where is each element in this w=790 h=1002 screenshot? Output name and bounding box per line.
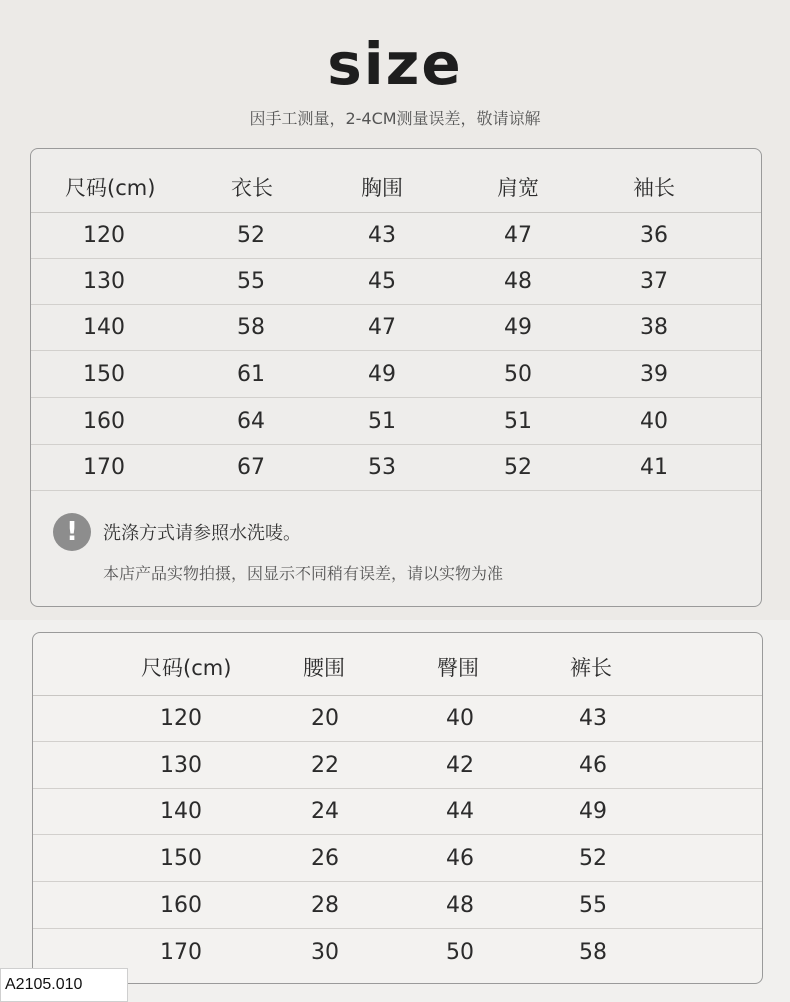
column-header: 尺码(cm) [65, 175, 156, 200]
table-cell: 58 [579, 939, 607, 965]
measurement-disclaimer: 因手工测量，2-4CM测量误差，敬请谅解 [249, 109, 541, 128]
table-cell: 140 [160, 799, 202, 824]
table-cell: 52 [579, 846, 607, 871]
product-code-label: A2105.010 [0, 968, 128, 1002]
exclamation-icon: ! [53, 513, 91, 551]
column-header: 臀围 [437, 656, 479, 680]
table-cell: 45 [368, 269, 396, 294]
table-cell: 53 [368, 455, 396, 480]
column-header: 衣长 [231, 175, 273, 200]
table-row [31, 399, 761, 445]
table-header-row [33, 639, 762, 696]
table-cell: 170 [83, 455, 125, 480]
table-cell: 30 [311, 939, 339, 965]
table-cell: 50 [504, 362, 532, 387]
table-cell: 37 [640, 269, 668, 294]
table-cell: 120 [160, 706, 202, 731]
table-row [33, 789, 762, 835]
column-header: 尺码(cm) [141, 656, 232, 680]
table-cell: 120 [83, 223, 125, 248]
table-row [33, 836, 762, 882]
table-cell: 40 [640, 409, 668, 434]
column-header: 胸围 [361, 175, 403, 200]
table-cell: 38 [640, 315, 668, 340]
table-cell: 58 [237, 315, 265, 340]
table-cell: 52 [504, 455, 532, 480]
table-cell: 67 [237, 455, 265, 480]
table-cell: 160 [160, 893, 202, 918]
care-notice [51, 511, 741, 591]
table-row [33, 743, 762, 789]
photo-disclaimer: 本店产品实物拍摄，因显示不同稍有误差，请以实物为准 [103, 564, 504, 583]
table-cell: 50 [446, 939, 474, 965]
table-row [31, 352, 761, 398]
table-cell: 40 [446, 706, 474, 731]
table-cell: 49 [368, 362, 396, 387]
bottom-size-table [32, 632, 763, 984]
column-header: 肩宽 [497, 175, 539, 200]
table-cell: 51 [368, 409, 396, 434]
table-cell: 20 [311, 706, 339, 731]
table-cell: 170 [160, 939, 202, 965]
table-cell: 46 [579, 753, 607, 778]
table-cell: 36 [640, 223, 668, 248]
table-cell: 130 [83, 269, 125, 294]
table-cell: 55 [237, 269, 265, 294]
table-row [31, 445, 761, 491]
table-cell: 43 [579, 706, 607, 731]
table-cell: 39 [640, 362, 668, 387]
table-row [31, 259, 761, 305]
table-cell: 48 [504, 269, 532, 294]
washing-instruction: 洗涤方式请参照水洗唛。 [103, 523, 301, 544]
table-row [31, 213, 761, 259]
table-cell: 49 [579, 799, 607, 824]
column-header: 腰围 [303, 656, 345, 680]
table-cell: 44 [446, 799, 474, 824]
column-header: 裤长 [570, 656, 612, 680]
table-cell: 46 [446, 846, 474, 871]
table-cell: 130 [160, 753, 202, 778]
table-cell: 49 [504, 315, 532, 340]
table-cell: 42 [446, 753, 474, 778]
table-cell: 51 [504, 409, 532, 434]
table-cell: 43 [368, 223, 396, 248]
table-cell: 55 [579, 893, 607, 918]
table-row [33, 929, 762, 975]
column-header: 袖长 [633, 175, 675, 200]
top-size-table [30, 148, 762, 607]
table-cell: 28 [311, 893, 339, 918]
table-row [33, 696, 762, 742]
table-cell: 47 [504, 223, 532, 248]
table-cell: 24 [311, 799, 339, 824]
table-cell: 47 [368, 315, 396, 340]
table-cell: 52 [237, 223, 265, 248]
table-cell: 61 [237, 362, 265, 387]
table-cell: 48 [446, 893, 474, 918]
table-cell: 150 [83, 362, 125, 387]
table-row [31, 305, 761, 351]
table-header-row [31, 161, 761, 213]
table-cell: 26 [311, 846, 339, 871]
table-cell: 64 [237, 409, 265, 434]
table-cell: 150 [160, 846, 202, 871]
table-cell: 160 [83, 409, 125, 434]
page-title: size [327, 30, 463, 98]
table-cell: 41 [640, 455, 668, 480]
table-cell: 22 [311, 753, 339, 778]
table-row [33, 883, 762, 929]
table-cell: 140 [83, 315, 125, 340]
